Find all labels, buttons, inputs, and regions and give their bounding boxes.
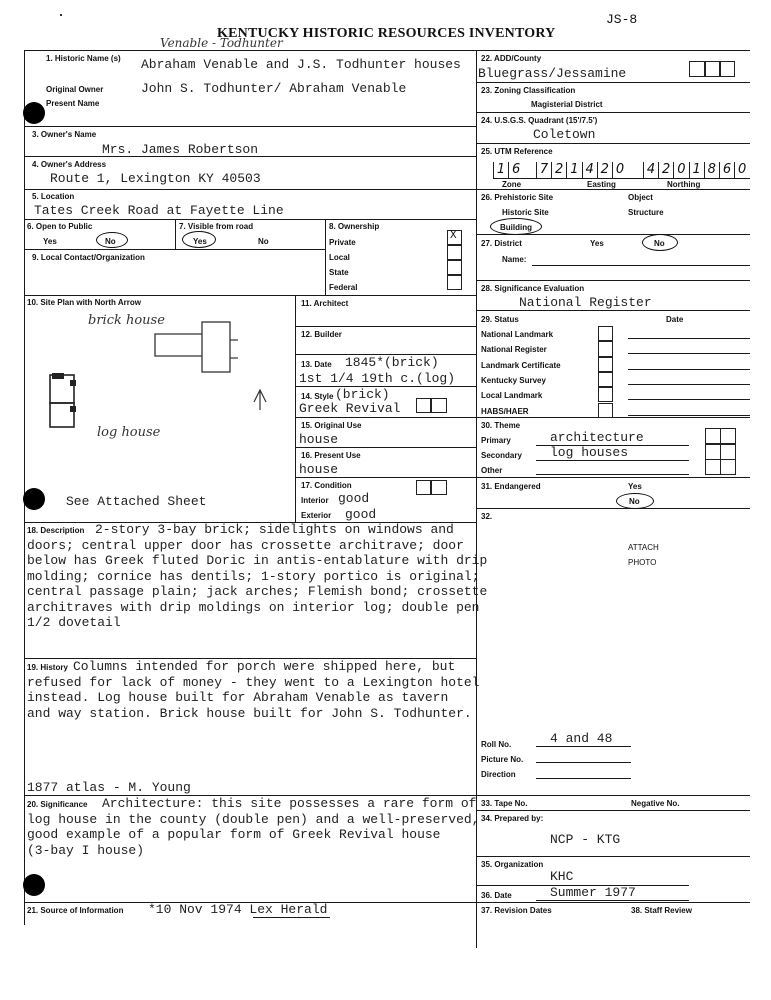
status-item: HABS/HAER (481, 406, 529, 416)
theme-label: 30. Theme (481, 421, 521, 430)
date-value-2: 1st 1/4 19th c.(log) (299, 371, 456, 386)
significance-text: Architecture: this site possesses a rare form of log house in the county (double pen) and a well-preserved, good example of a popular form of Greek Revival house (3-bay I house) (27, 796, 480, 858)
utm-digit: 4 (582, 162, 597, 178)
historic-site-label: Historic Site (502, 208, 549, 217)
picture-label: Picture No. (481, 755, 524, 764)
status-checkbox (598, 357, 613, 372)
original-use-value: house (299, 432, 339, 447)
exterior-value: good (345, 507, 377, 522)
status-item: Landmark Certificate (481, 360, 561, 370)
theme-secondary-label: Secondary (481, 451, 522, 460)
building-circle (490, 218, 542, 235)
ownership-box-2 (447, 245, 462, 260)
prepared-label: 34. Prepared by: (481, 814, 544, 823)
utm-digit: 2 (551, 162, 566, 178)
district-no: No (654, 239, 665, 248)
style-value-2: Greek Revival (299, 401, 401, 416)
corner-mark (60, 14, 62, 16)
quadrant-label: 24. U.S.G.S. Quadrant (15'/7.5') (481, 116, 598, 125)
theme-box-6 (720, 459, 736, 475)
sig-eval-value: National Register (519, 295, 652, 310)
ownership-local: Local (329, 253, 350, 262)
object-label: Object (628, 193, 653, 202)
visible-label: 7. Visible from road (179, 222, 254, 231)
historic-name-value: Abraham Venable and J.S. Todhunter houses (141, 57, 461, 72)
utm-digit: 6 (719, 162, 734, 178)
county-label: 22. ADD/County (481, 54, 542, 63)
status-date-line (628, 338, 750, 339)
owner-address-value: Route 1, Lexington KY 40503 (50, 171, 261, 186)
county-value: Bluegrass/Jessamine (478, 66, 627, 81)
description-label: 18. Description (27, 526, 85, 535)
builder-label: 12. Builder (301, 330, 342, 339)
status-date-line (628, 384, 750, 385)
visible-no: No (258, 237, 269, 246)
county-box-2 (705, 61, 720, 77)
location-label: 5. Location (32, 192, 75, 201)
ownership-federal: Federal (329, 283, 358, 292)
original-use-label: 15. Original Use (301, 421, 362, 430)
punch-hole-1 (23, 102, 45, 124)
status-date-label: Date (666, 315, 684, 324)
condition-label: 17. Condition (301, 481, 352, 490)
ownership-box-4 (447, 275, 462, 290)
building-label: Building (500, 223, 532, 232)
utm-digit: 1 (493, 162, 508, 178)
utm-digit: 2 (658, 162, 673, 178)
zoning-label: 23. Zoning Classification (481, 86, 576, 95)
organization-value: KHC (550, 869, 574, 884)
historic-name-label: 1. Historic Name (s) (46, 54, 121, 63)
see-attached-sheet: See Attached Sheet (66, 494, 207, 509)
theme-other-label: Other (481, 466, 503, 475)
present-name-label: Present Name (46, 99, 100, 108)
date-value-1: 1845*(brick) (345, 355, 439, 370)
interior-value: good (338, 491, 370, 506)
ownership-label: 8. Ownership (329, 222, 380, 231)
interior-label: Interior (301, 496, 329, 505)
open-to-public-label: 6. Open to Public (27, 222, 93, 231)
structure-label: Structure (628, 208, 664, 217)
date36-value: Summer 1977 (550, 885, 636, 900)
atlas-text: 1877 atlas - M. Young (27, 780, 191, 795)
utm-digit: 1 (689, 162, 704, 178)
history-label: 19. History (27, 663, 68, 672)
revision-label: 37. Revision Dates (481, 906, 552, 915)
present-use-label: 16. Present Use (301, 451, 361, 460)
exterior-label: Exterior (301, 511, 332, 520)
district-label: 27. District (481, 239, 522, 248)
prehistoric-label: 26. Prehistoric Site (481, 193, 554, 202)
ownership-box-3 (447, 260, 462, 275)
utm-digit: 7 (536, 162, 551, 178)
utm-digit: 4 (643, 162, 658, 178)
utm-easting: Easting (587, 180, 616, 189)
date36-label: 36. Date (481, 891, 512, 900)
punch-hole-2 (23, 488, 45, 510)
condition-box-1 (416, 480, 431, 495)
status-checkbox (598, 403, 613, 418)
style-value-1: (brick) (335, 387, 390, 402)
status-item: National Landmark (481, 330, 554, 339)
utm-label: 25. UTM Reference (481, 147, 553, 156)
attach-label: ATTACH (628, 543, 659, 552)
open-no-circle (96, 232, 128, 248)
photo-field-label: 32. (481, 512, 493, 521)
significance-label: 20. Significance (27, 800, 88, 809)
status-item: National Register (481, 345, 547, 355)
utm-digit: 1 (566, 162, 581, 178)
district-no-circle (642, 234, 678, 251)
zoning-value: Magisterial District (531, 100, 603, 109)
organization-label: 35. Organization (481, 860, 544, 869)
quadrant-value: Coletown (533, 127, 596, 142)
theme-box-4 (720, 444, 736, 460)
owner-name-label: 3. Owner's Name (32, 130, 97, 139)
theme-box-3 (705, 444, 721, 460)
status-checkbox (598, 372, 613, 387)
photo-label: PHOTO (628, 558, 657, 567)
status-date-line (628, 415, 750, 416)
roll-value: 4 and 48 (550, 731, 613, 746)
utm-digit: 6 (508, 162, 523, 178)
district-yes: Yes (590, 239, 604, 248)
roll-label: Roll No. (481, 740, 512, 749)
open-no: No (105, 237, 116, 246)
local-contact-label: 9. Local Contact/Organization (32, 253, 145, 262)
utm-northing: Northing (667, 180, 701, 189)
status-item: Local Landmark (481, 391, 543, 401)
theme-secondary-value: log houses (550, 445, 629, 460)
status-date-line (628, 353, 750, 354)
source-value: *10 Nov 1974 Lex Herald (148, 902, 328, 917)
owner-name-value: Mrs. James Robertson (102, 142, 259, 157)
punch-hole-3 (23, 874, 45, 896)
status-checkbox (598, 387, 613, 402)
style-box-1 (416, 398, 431, 413)
district-name-label: Name: (502, 255, 527, 264)
theme-primary-value: architecture (550, 430, 644, 445)
endangered-no-circle (616, 493, 654, 509)
utm-digit: 8 (704, 162, 719, 178)
theme-box-1 (705, 428, 721, 444)
history-text: Columns intended for porch were shipped here, but refused for lack of money - they went to a Lexington hotel instead. Log house built for Abraham Venable as tavern and way station. Brick house built for John S. Todhunter. (27, 659, 480, 721)
architect-label: 11. Architect (301, 299, 349, 308)
source-label: 21. Source of Information (27, 906, 124, 915)
handwritten-header: Venable - Todhunter (160, 36, 283, 50)
county-box-3 (720, 61, 735, 77)
status-label: 29. Status (481, 315, 519, 324)
utm-digit: 0 (734, 162, 749, 178)
present-use-value: house (299, 462, 339, 477)
theme-box-2 (720, 428, 736, 444)
utm-zone: Zone (502, 180, 522, 189)
theme-box-5 (705, 459, 721, 475)
theme-primary-label: Primary (481, 436, 511, 445)
endangered-label: 31. Endangered (481, 482, 541, 491)
status-checkbox (598, 326, 613, 341)
date-label: 13. Date (301, 360, 332, 369)
county-box-1 (689, 61, 705, 77)
brick-house-label: brick house (88, 313, 165, 328)
endangered-yes: Yes (628, 482, 642, 491)
condition-box-2 (431, 480, 447, 495)
visible-yes-circle (182, 231, 216, 248)
status-date-line (628, 369, 750, 370)
negative-label: Negative No. (631, 799, 680, 808)
ownership-mark: X (450, 230, 457, 242)
description-text: 2-story 3-bay brick; sidelights on windows and doors; central upper door has crossette architrave; door below has Greek fluted Doric in antis-entablature with drip molding; cornice has dentils; 1-story portico is original; central passage plain; jack arches; Flemish bond; crossette architraves with drip moldings on interior log; double pen 1/2 dovetail (27, 522, 488, 630)
tape-label: 33. Tape No. (481, 799, 528, 808)
style-label: 14. Style (301, 392, 334, 401)
staff-review-label: 38. Staff Review (631, 906, 692, 915)
owner-address-label: 4. Owner's Address (32, 160, 107, 169)
status-date-line (628, 399, 750, 400)
visible-yes: Yes (193, 237, 207, 246)
endangered-no: No (629, 497, 640, 506)
utm-digit: 2 (597, 162, 612, 178)
utm-digit: 0 (673, 162, 688, 178)
original-owner-value: John S. Todhunter/ Abraham Venable (141, 81, 407, 96)
location-value: Tates Creek Road at Fayette Line (34, 203, 284, 218)
original-owner-label: Original Owner (46, 85, 104, 94)
ownership-state: State (329, 268, 349, 277)
site-plan-label: 10. Site Plan with North Arrow (27, 298, 141, 307)
sig-eval-label: 28. Significance Evaluation (481, 284, 585, 293)
open-yes: Yes (43, 237, 57, 246)
status-checkbox (598, 341, 613, 356)
utm-digit: 0 (612, 162, 627, 178)
prepared-value: NCP - KTG (550, 832, 621, 847)
direction-label: Direction (481, 770, 516, 779)
ownership-private: Private (329, 238, 356, 247)
page-code: JS-8 (606, 12, 638, 27)
log-house-label: log house (97, 425, 161, 440)
style-box-2 (431, 398, 447, 413)
status-item: Kentucky Survey (481, 375, 546, 385)
form-title: KENTUCKY HISTORIC RESOURCES INVENTORY (217, 26, 556, 41)
site-plan-sketch (40, 310, 290, 450)
